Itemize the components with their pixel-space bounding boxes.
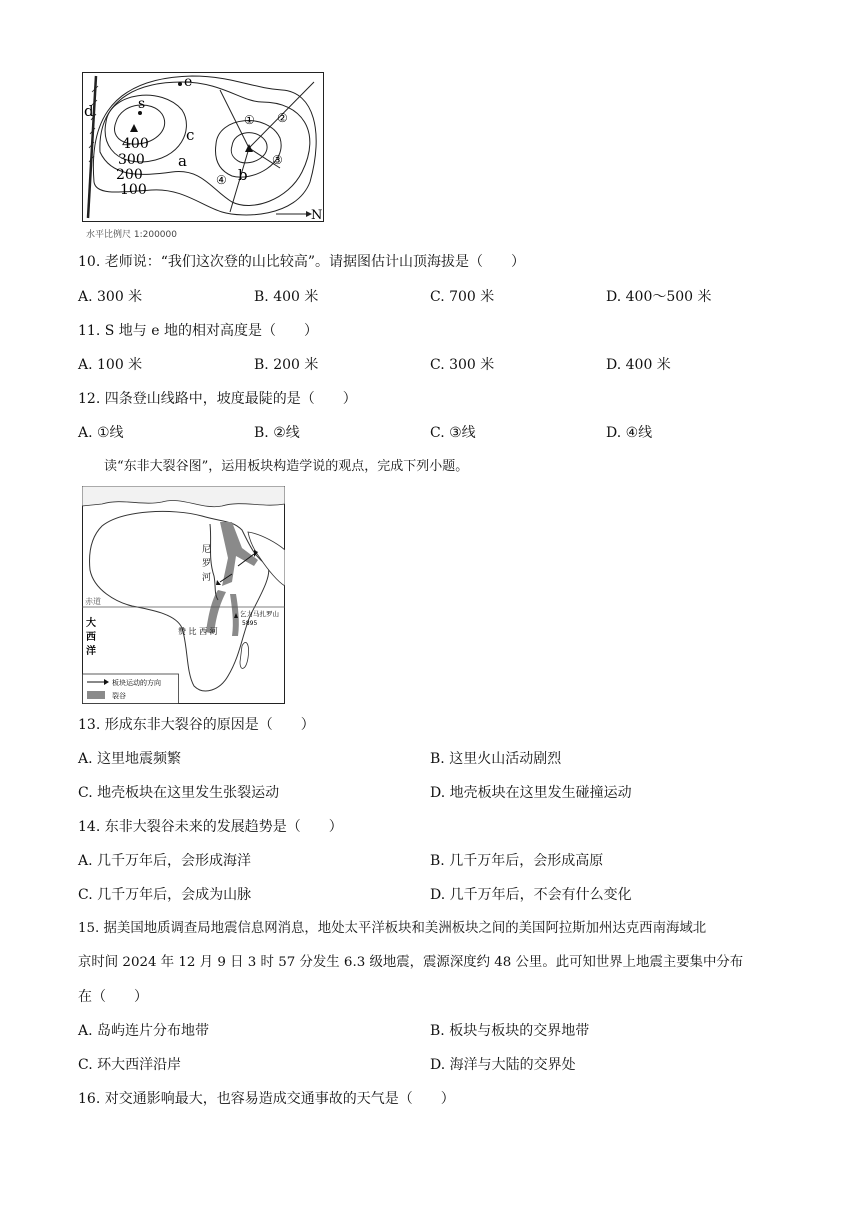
question-10-stem: 10. 老师说：“我们这次登的山比较高”。请据图估计山顶海拔是（ ） [78, 254, 526, 270]
route-2-label: ② [277, 111, 288, 125]
question-15-line-1: 15. 据美国地质调查局地震信息网消息，地处太平洋板块和美洲板块之间的美国阿拉斯加州达克西南海域北 [78, 921, 707, 936]
nile-char-1: 尼 [202, 545, 212, 555]
label-s: s [138, 96, 146, 112]
legend-arrow-label: 板块运动的方向 [112, 679, 161, 687]
question-16-stem: 16. 对交通影响最大，也容易造成交通事故的天气是（ ） [78, 1091, 455, 1107]
africa-rift-map [82, 486, 285, 704]
q15-option-b[interactable]: B. 板块与板块的交界地带 [430, 1023, 590, 1039]
label-b: b [238, 166, 248, 184]
q13-option-d[interactable]: D. 地壳板块在这里发生碰撞运动 [430, 785, 632, 801]
africa-rift-graphic [82, 486, 285, 704]
atlantic-char-2: 西 [86, 632, 96, 643]
route-3-label: ③ [272, 153, 283, 167]
question-12-stem: 12. 四条登山线路中，坡度最陡的是（ ） [78, 391, 357, 407]
question-13-stem: 13. 形成东非大裂谷的原因是（ ） [78, 717, 315, 733]
question-14-stem: 14. 东非大裂谷未来的发展趋势是（ ） [78, 819, 343, 835]
question-11-stem: 11. S 地与 e 地的相对高度是（ ） [78, 323, 318, 339]
q11-option-d[interactable]: D. 400 米 [606, 357, 671, 373]
label-d: d [84, 102, 94, 120]
label-e: e [184, 74, 193, 90]
q10-option-a[interactable]: A. 300 米 [78, 289, 143, 305]
q11-option-b[interactable]: B. 200 米 [254, 357, 319, 373]
atlantic-char-3: 洋 [86, 646, 96, 657]
legend-rift-swatch [87, 691, 105, 699]
label-c: c [186, 126, 195, 144]
label-a: a [178, 152, 187, 170]
q14-option-d[interactable]: D. 几千万年后，不会有什么变化 [430, 887, 632, 903]
equator-label: 赤道 [85, 597, 101, 606]
kilimanjaro-height: 5895 [242, 620, 258, 627]
q10-option-b[interactable]: B. 400 米 [254, 289, 319, 305]
q10-option-d[interactable]: D. 400～500 米 [606, 289, 712, 305]
q14-option-c[interactable]: C. 几千万年后，会成为山脉 [78, 887, 252, 903]
q12-option-c[interactable]: C. ③线 [430, 425, 476, 441]
contour-map-graphic [82, 72, 324, 222]
zambezi-label: 赞 比 西 河 [178, 627, 218, 636]
route-1-label: ① [244, 113, 255, 127]
reading-intro: 读“东非大裂谷图”，运用板块构造学说的观点，完成下列小题。 [104, 459, 469, 474]
scale-caption: 水平比例尺 1:200000 [86, 230, 177, 240]
question-15-line-3: 在（ ） [78, 989, 148, 1005]
q13-option-c[interactable]: C. 地壳板块在这里发生张裂运动 [78, 785, 280, 801]
q15-option-a[interactable]: A. 岛屿连片分布地带 [78, 1023, 210, 1039]
kilimanjaro-label: 乞力马扎罗山 [240, 610, 279, 618]
north-label: N [311, 208, 323, 222]
contour-200: 200 [116, 167, 143, 183]
question-15-line-2: 京时间 2024 年 12 月 9 日 3 时 57 分发生 6.3 级地震，震源深度约 48 公里。此可知世界上地震主要集中分布 [78, 955, 744, 970]
q10-option-c[interactable]: C. 700 米 [430, 289, 495, 305]
nile-char-3: 河 [202, 573, 212, 583]
q11-option-c[interactable]: C. 300 米 [430, 357, 495, 373]
q12-option-d[interactable]: D. ④线 [606, 425, 653, 441]
contour-100: 100 [120, 182, 147, 198]
contour-300: 300 [118, 152, 145, 168]
contour-400: 400 [122, 136, 149, 152]
contour-map [82, 72, 324, 222]
legend-rift-label: 裂谷 [112, 692, 126, 700]
q13-option-b[interactable]: B. 这里火山活动剧烈 [430, 751, 562, 767]
q12-option-b[interactable]: B. ②线 [254, 425, 300, 441]
q13-option-a[interactable]: A. 这里地震频繁 [78, 751, 182, 767]
q14-option-a[interactable]: A. 几千万年后，会形成海洋 [78, 853, 252, 869]
atlantic-char-1: 大 [86, 618, 96, 629]
nile-char-2: 罗 [202, 559, 212, 569]
q11-option-a[interactable]: A. 100 米 [78, 357, 143, 373]
q14-option-b[interactable]: B. 几千万年后，会形成高原 [430, 853, 604, 869]
q12-option-a[interactable]: A. ①线 [78, 425, 124, 441]
q15-option-c[interactable]: C. 环大西洋沿岸 [78, 1057, 182, 1073]
q15-option-d[interactable]: D. 海洋与大陆的交界处 [430, 1057, 576, 1073]
route-4-label: ④ [216, 173, 227, 187]
